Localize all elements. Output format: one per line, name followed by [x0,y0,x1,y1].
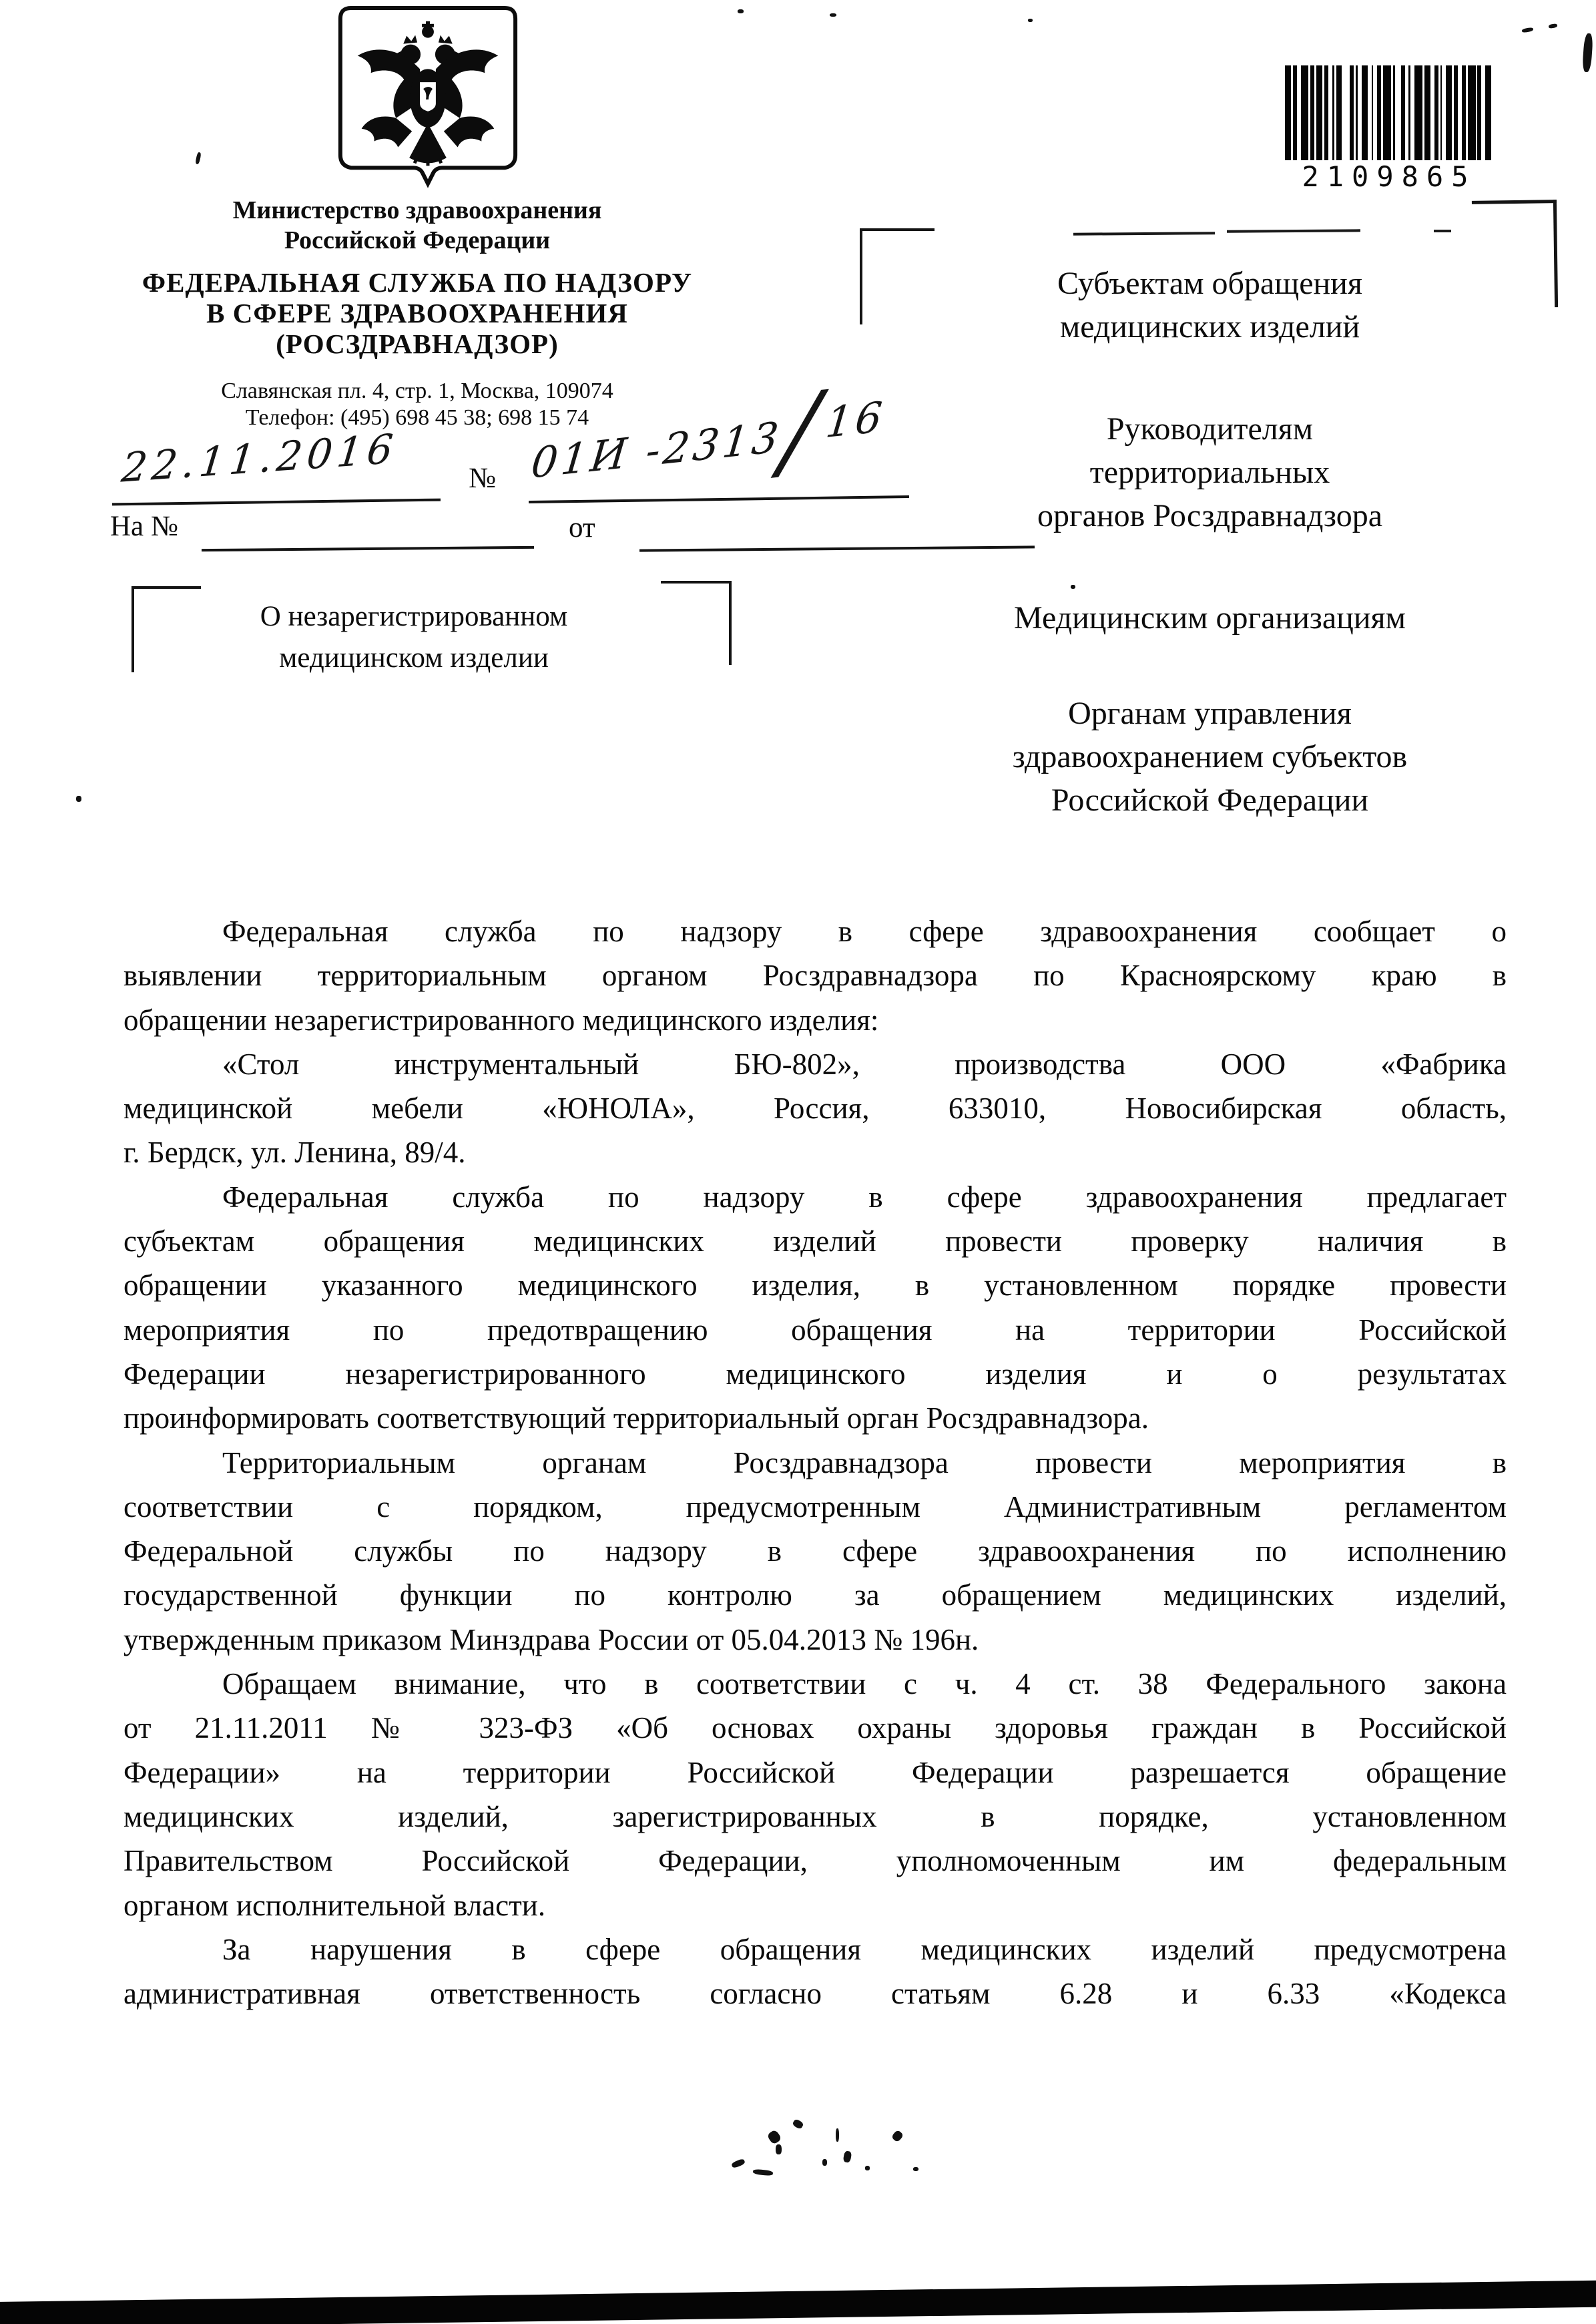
subject-line1: О незарегистрированном [260,601,568,632]
ink-speck [1549,23,1558,29]
ink-smudge [766,2129,782,2145]
barcode-gap [1342,65,1350,160]
outgoing-number-year: 16 [823,391,888,448]
reply-number-blank-line [202,546,534,551]
recipient-group [888,407,1532,537]
ministry-name-line2: Российской Федерации [284,226,551,254]
number-blank-line [529,495,909,503]
barcode-bar [1485,65,1491,160]
ink-smudge [891,2130,904,2143]
recipient-line: Органам управления [1068,696,1352,731]
service-name-line1: ФЕДЕРАЛЬНАЯ СЛУЖБА ПО НАДЗОРУ [142,267,693,298]
ink-smudge [776,2144,782,2154]
body-line: г. Бердск, ул. Ленина, 89/4. [123,1136,466,1170]
russia-coat-of-arms-icon [328,4,527,196]
body-line: медицинских изделий, зарегистрированных в порядке, установленном [123,1799,1507,1833]
recipient-line: органов Росздравнадзора [1037,498,1382,533]
ink-speck [1522,27,1534,33]
subject-block [144,596,684,679]
barcode-bar [1414,65,1422,160]
service-name-line2: В СФЕРЕ ЗДРАВООХРАНЕНИЯ [206,298,628,328]
body-line: от 21.11.2011 № 323-ФЗ «Об основах охраны здоровья граждан в Российской [123,1711,1507,1745]
subject-line2: медицинском изделии [279,642,549,674]
recipient-line: Медицинским организациям [1013,600,1406,636]
service-name-line3: (РОСЗДРАВНАДЗОР) [276,328,559,359]
recipient-line: Субъектам обращения [1057,266,1362,301]
reply-date-label: от [569,512,595,543]
recipient-group [888,596,1532,640]
body-line: Федерации незарегистрированного медицинского изделия и о результатах [123,1357,1507,1391]
body-line: Федеральная служба по надзору в сфере здравоохранения сообщает о [222,915,1507,948]
body-line: Федеральной службы по надзору в сфере здравоохранения по исполнению [123,1534,1507,1568]
recipient-line: Руководителям [1106,411,1314,447]
ink-smudge [865,2166,870,2170]
postal-address: Славянская пл. 4, стр. 1, Москва, 109074 [221,379,613,403]
fold-mark [1073,232,1215,235]
body-line: медицинской мебели «ЮНОЛА», Россия, 633010, Новосибирская область, [123,1092,1507,1126]
handwritten-date: 22.11.2016 [119,425,400,492]
barcode-bar [1424,65,1430,160]
ink-speck [195,152,202,165]
recipient-line: территориальных [1089,455,1330,490]
letterhead [90,196,744,431]
ink-smudge [843,2150,852,2163]
recipient-line: Российской Федерации [1051,782,1369,818]
letter-body [123,909,1507,2016]
phone-line: Телефон: (495) 698 45 38; 698 15 74 [245,405,589,430]
recipient-group [888,692,1532,822]
ink-speck [830,13,836,17]
barcode-number: 2109865 [1302,160,1477,193]
body-line: выявлении территориальным органом Росздравнадзора по Красноярскому краю в [123,959,1507,993]
body-line: мероприятия по предотвращению обращения на территории Российской [123,1313,1507,1347]
ink-smudge [753,2168,774,2176]
recipient-group [888,262,1532,348]
ink-smudge [913,2167,918,2171]
body-line: утвержденным приказом Минздрава России от 05.04.2013 № 196н. [123,1622,979,1656]
reply-date-blank-line [639,545,1035,551]
ink-smudge [822,2159,827,2166]
body-line: За нарушения в сфере обращения медицинских изделий предусмотрена [222,1932,1507,1966]
ink-smudge [792,2118,804,2130]
barcode-bar [1316,65,1322,160]
body-line: Правительством Российской Федерации, уполномоченным им федеральным [123,1844,1507,1878]
body-line: обращении незарегистрированного медицинского изделия: [123,1003,879,1037]
ink-speck [1071,585,1075,589]
ministry-name-line1: Министерство здравоохранения [232,196,602,224]
barcode-bar [1468,65,1476,160]
barcode [1285,65,1493,160]
body-line: государственной функции по контролю за обращением медицинских изделий, [123,1578,1507,1612]
body-line: субъектам обращения медицинских изделий провести проверку наличия в [123,1224,1507,1258]
fold-mark [1227,229,1360,232]
barcode-bar [1301,65,1309,160]
body-line: «Стол инструментальный БЮ-802», производства ООО «Фабрика [222,1047,1507,1081]
body-line: Территориальным органам Росздравнадзора провести мероприятия в [222,1445,1507,1479]
ink-speck [738,9,744,13]
outgoing-number-main: 01И -2313 [529,412,784,488]
barcode-gap [1395,65,1401,160]
barcode-bar [1336,65,1342,160]
barcode-bar [1362,65,1368,160]
scan-edge-artifact [0,2280,1596,2324]
ink-speck [1582,33,1593,73]
number-sign: № [469,463,497,494]
barcode-gap [1491,65,1493,160]
body-line: Федерации» на территории Российской Федерации разрешается обращение [123,1755,1507,1789]
body-line: органом исполнительной власти. [123,1888,546,1922]
ink-speck [1028,19,1033,22]
reply-number-label: На № [110,511,178,542]
body-line: обращении указанного медицинского изделия, в установленном порядке провести [123,1268,1507,1303]
barcode-bar [1285,65,1291,160]
body-line: Федеральная служба по надзору в сфере здравоохранения предлагает [222,1180,1507,1214]
outgoing-number-slash: / [777,370,826,493]
recipient-line: медицинских изделий [1059,309,1360,344]
body-line: административная ответственность согласно статьям 6.28 и 6.33 «Кодекса [123,1977,1507,2011]
ink-smudge [731,2158,746,2169]
date-blank-line [112,499,441,506]
body-line: проинформировать соответствующий территориальный орган Росздравнадзора. [123,1401,1149,1435]
barcode-bar [1383,65,1391,160]
recipient-line: здравоохранением субъектов [1012,739,1408,774]
fold-mark [1434,230,1451,232]
body-line: соответствии с порядком, предусмотренным Административным регламентом [123,1489,1507,1524]
body-line: Обращаем внимание, что в соответствии с ч. 4 ст. 38 Федерального закона [222,1667,1507,1701]
barcode-bar [1446,65,1452,160]
ink-smudge [836,2128,839,2142]
ink-speck [76,796,81,802]
